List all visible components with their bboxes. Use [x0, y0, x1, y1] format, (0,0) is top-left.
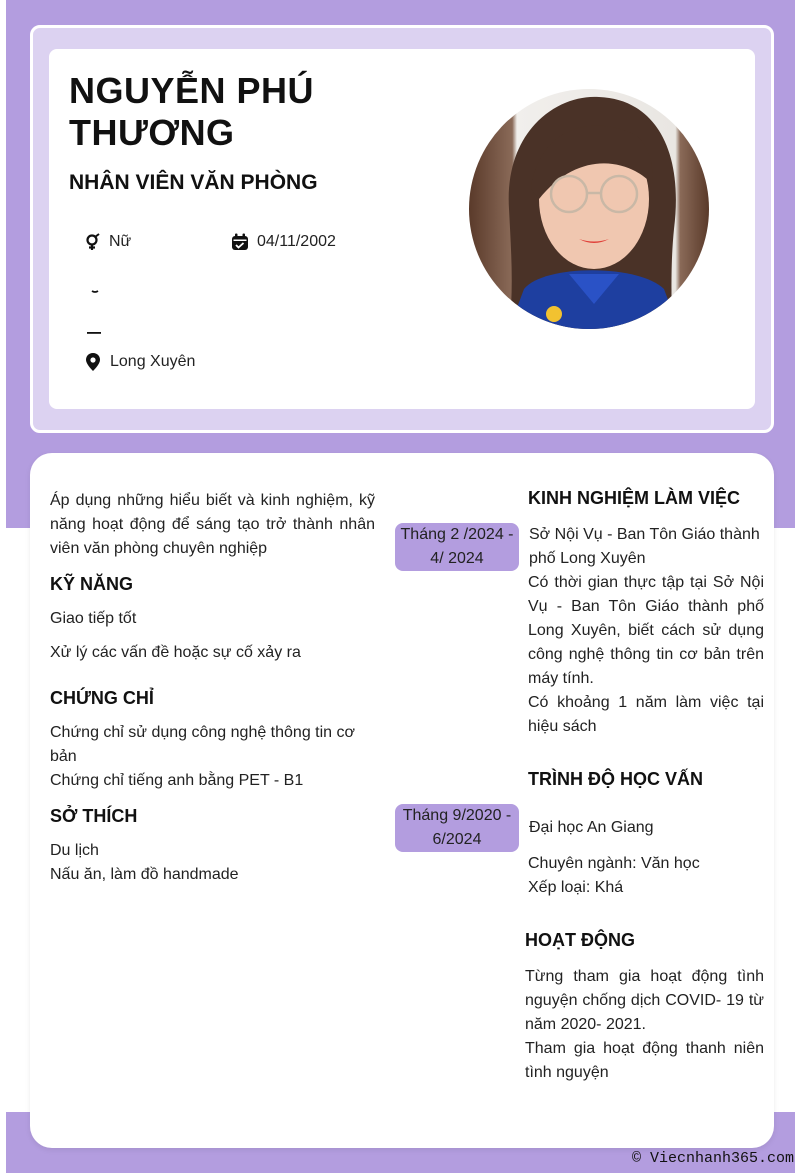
gender-icon: [81, 231, 103, 253]
career-objective: Áp dụng những hiểu biết và kinh nghiệm, kỹ năng hoạt động để sáng tạo trở thành nhân viên văn phòng chuyên nghiệp: [50, 492, 375, 557]
education-heading: TRÌNH ĐỘ HỌC VẤN: [528, 769, 703, 789]
birthdate-value: 04/11/2002: [257, 233, 336, 250]
birthdate-info: [229, 231, 336, 253]
education-rank: Xếp loại: Khá: [528, 879, 624, 896]
activity-item: Từng tham gia hoạt động tình nguyện chống dịch COVID- 19 từ năm 2020- 2021.: [525, 968, 764, 1033]
experience-detail: Có khoảng 1 năm làm việc tại hiệu sách: [528, 694, 764, 735]
gender-info: [81, 231, 131, 253]
profile-photo: [469, 89, 709, 329]
location-info: [82, 351, 195, 373]
hobbies-heading: SỞ THÍCH: [50, 806, 138, 826]
certificates-heading: CHỨNG CHỈ: [50, 688, 154, 708]
calendar-icon: [229, 231, 251, 253]
experience-organization: Sở Nội Vụ - Ban Tôn Giáo thành phố Long Xuyên: [529, 526, 760, 567]
experience-date-badge: Tháng 2 /2024 - 4/ 2024: [395, 523, 519, 571]
hobby-item: Du lịch: [50, 842, 99, 859]
education-school: Đại học An Giang: [529, 819, 654, 836]
certificate-item: Chứng chỉ sử dụng công nghệ thông tin cơ bản: [50, 724, 355, 765]
education-date-badge: Tháng 9/2020 - 6/2024: [395, 804, 519, 852]
experience-detail: Có thời gian thực tập tại Sở Nội Vụ - Ban Tôn Giáo thành phố Long Xuyên, biết cách sử dụng công nghệ thông tin cơ bản trên máy tính.: [528, 574, 764, 687]
skills-heading: KỸ NĂNG: [50, 574, 134, 594]
phone-info: [84, 276, 112, 298]
email-info: [83, 318, 111, 340]
experience-heading: KINH NGHIỆM LÀM VIỆC: [528, 488, 741, 508]
skill-item: Xử lý các vấn đề hoặc sự cố xảy ra: [50, 644, 301, 661]
location-pin-icon: [82, 351, 104, 373]
job-title: NHÂN VIÊN VĂN PHÒNG: [69, 171, 318, 194]
gender-value: Nữ: [109, 233, 132, 250]
candidate-name: NGUYỄN PHÚ THƯƠNG: [69, 70, 315, 153]
email-icon: [83, 318, 105, 340]
location-value: Long Xuyên: [110, 353, 196, 370]
skill-item: Giao tiếp tốt: [50, 610, 137, 627]
education-major: Chuyên ngành: Văn học: [528, 855, 700, 872]
watermark: © Viecnhanh365.com: [631, 1150, 794, 1167]
hobby-item: Nấu ăn, làm đồ handmade: [50, 866, 239, 883]
phone-icon: [84, 276, 106, 298]
activity-item: Tham gia hoạt động thanh niên tình nguyện: [525, 1040, 764, 1081]
certificate-item: Chứng chỉ tiếng anh bằng PET - B1: [50, 772, 304, 789]
activities-heading: HOẠT ĐỘNG: [525, 930, 635, 950]
